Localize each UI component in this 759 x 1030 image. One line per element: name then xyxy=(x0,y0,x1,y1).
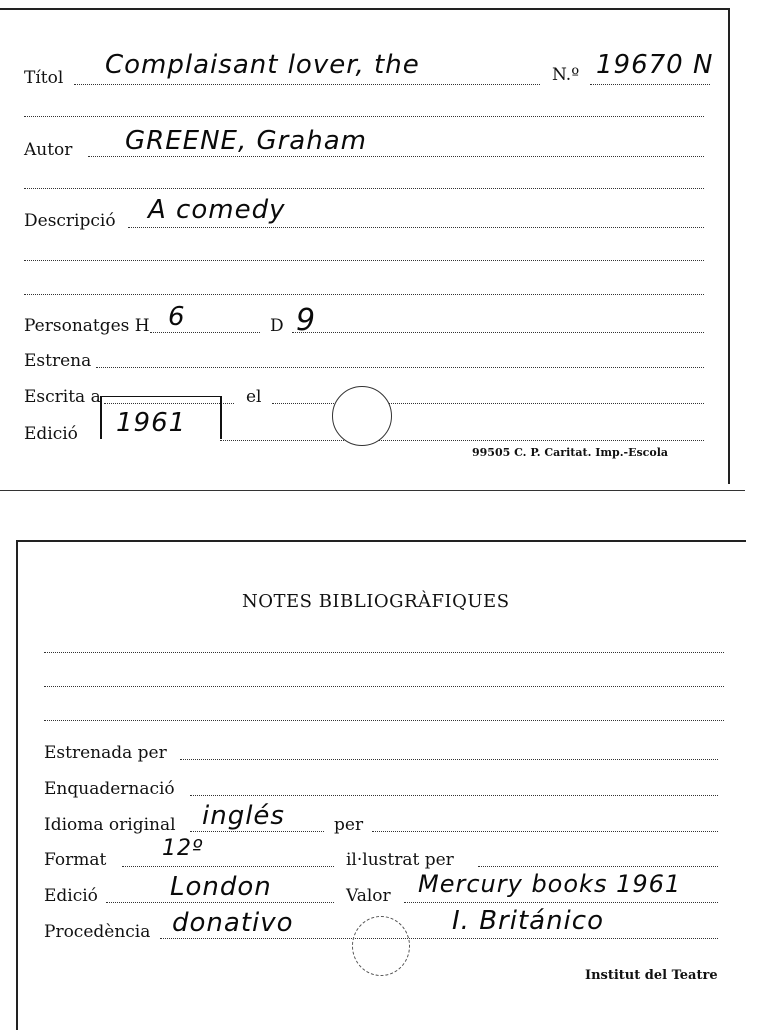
estrenada-line xyxy=(180,759,718,760)
ilustrat-label: il·lustrat per xyxy=(346,850,454,870)
enquadernacio-label: Enquadernació xyxy=(44,779,175,799)
format-value: 12º xyxy=(162,836,204,861)
titol-line xyxy=(74,84,540,85)
titol-label: Títol xyxy=(24,68,64,88)
personatges-h-value: 6 xyxy=(168,302,186,332)
edicio-value: 1961 xyxy=(116,408,187,438)
autor-value: GREENE, Graham xyxy=(125,126,367,156)
personatges-d-line xyxy=(292,332,704,333)
descripcio-label: Descripció xyxy=(24,211,116,231)
format-line xyxy=(122,866,334,867)
idioma-line xyxy=(190,831,324,832)
enquadernacio-line xyxy=(190,795,718,796)
notes-line-1 xyxy=(44,652,724,653)
valor-value: Mercury books 1961 xyxy=(418,870,682,898)
descripcio-extra-line-2 xyxy=(24,294,704,295)
imprint-text: 99505 C. P. Caritat. Imp.-Escola xyxy=(472,446,669,459)
escrita-label: Escrita a xyxy=(24,387,101,407)
edicio2-label: Edició xyxy=(44,886,98,906)
procedencia-label: Procedència xyxy=(44,922,151,942)
card-separator xyxy=(0,490,745,491)
personatges-d-value: 9 xyxy=(296,303,317,338)
titol-value: Complaisant lover, the xyxy=(105,50,420,80)
idioma-label: Idioma original xyxy=(44,815,176,835)
institution-name: Institut del Teatre xyxy=(585,968,718,983)
procedencia-value2: I. Británico xyxy=(452,906,604,936)
autor-extra-line xyxy=(24,188,704,189)
personatges-h-line xyxy=(150,332,260,333)
descripcio-extra-line-1 xyxy=(24,260,704,261)
personatges-d-label: D xyxy=(270,316,284,336)
procedencia-value: donativo xyxy=(172,908,294,938)
estrena-label: Estrena xyxy=(24,351,92,371)
edicio-label: Edició xyxy=(24,424,78,444)
punch-hole-back xyxy=(352,916,410,976)
valor-line xyxy=(404,902,718,903)
escrita-el-label: el xyxy=(246,387,262,407)
estrenada-label: Estrenada per xyxy=(44,743,167,763)
numero-label: N.º xyxy=(552,65,580,85)
notes-line-2 xyxy=(44,686,724,687)
personatges-label: Personatges H xyxy=(24,316,150,336)
valor-label: Valor xyxy=(346,886,391,906)
punch-hole xyxy=(332,386,392,446)
edicio2-line xyxy=(106,902,334,903)
idioma-value: inglés xyxy=(202,801,285,831)
titol-extra-line xyxy=(24,116,704,117)
format-label: Format xyxy=(44,850,107,870)
notes-title: NOTES BIBLIOGRÀFIQUES xyxy=(242,591,510,612)
idioma-per-label: per xyxy=(334,815,364,835)
autor-label: Autor xyxy=(24,140,73,160)
autor-line xyxy=(88,156,704,157)
edicio2-value: London xyxy=(170,872,272,902)
idioma-per-line xyxy=(372,831,718,832)
ilustrat-line xyxy=(478,866,718,867)
descripcio-value: A comedy xyxy=(148,195,286,225)
numero-line xyxy=(590,84,710,85)
edicio-line xyxy=(220,440,704,441)
descripcio-line xyxy=(128,227,704,228)
numero-value: 19670 N xyxy=(596,50,714,80)
notes-line-3 xyxy=(44,720,724,721)
procedencia-line xyxy=(160,938,718,939)
estrena-line xyxy=(96,367,704,368)
